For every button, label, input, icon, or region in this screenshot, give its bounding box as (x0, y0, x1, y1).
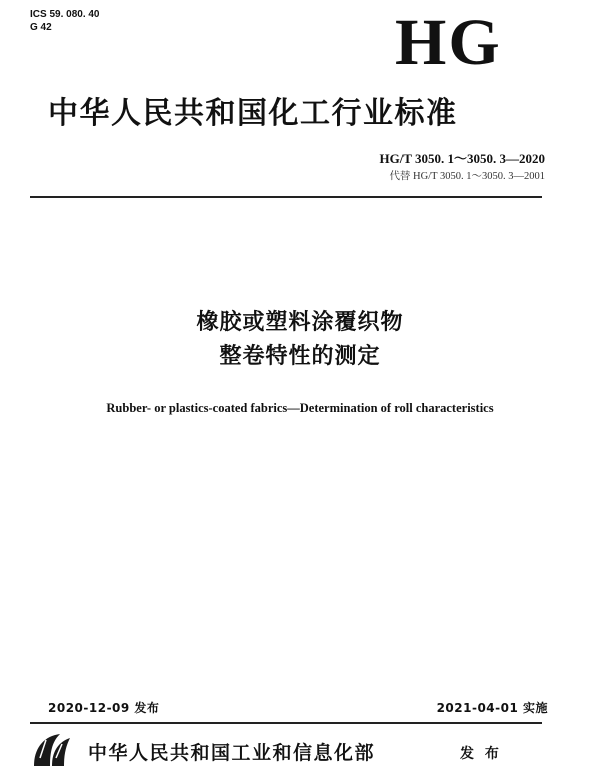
issuing-authority: 中华人民共和国工业和信息化部 (88, 742, 376, 764)
document-title-zh-line2: 整卷特性的测定 (219, 344, 381, 369)
ics-code: ICS 59. 080. 40 (30, 9, 100, 20)
document-title-zh-line1: 橡胶或塑料涂覆织物 (196, 310, 404, 335)
bottom-divider (30, 722, 542, 724)
ministry-emblem-icon (30, 728, 74, 767)
top-divider (30, 196, 542, 198)
classification-code: G 42 (30, 22, 52, 33)
document-title-en: Rubber- or plastics-coated fabrics—Determination of roll characteristics (106, 401, 494, 415)
standard-category-title: 中华人民共和国化工行业标准 (48, 96, 458, 131)
hg-logo: HG (395, 6, 502, 79)
publication-date: 2020-12-09 发布 (48, 701, 160, 715)
standard-number: HG/T 3050. 1～3050. 3—2020 (379, 151, 545, 166)
implementation-date: 2021-04-01 实施 (436, 701, 548, 715)
issue-label: 发 布 (460, 746, 502, 762)
replaces-note: 代替 HG/T 3050. 1～3050. 3—2001 (389, 171, 545, 182)
